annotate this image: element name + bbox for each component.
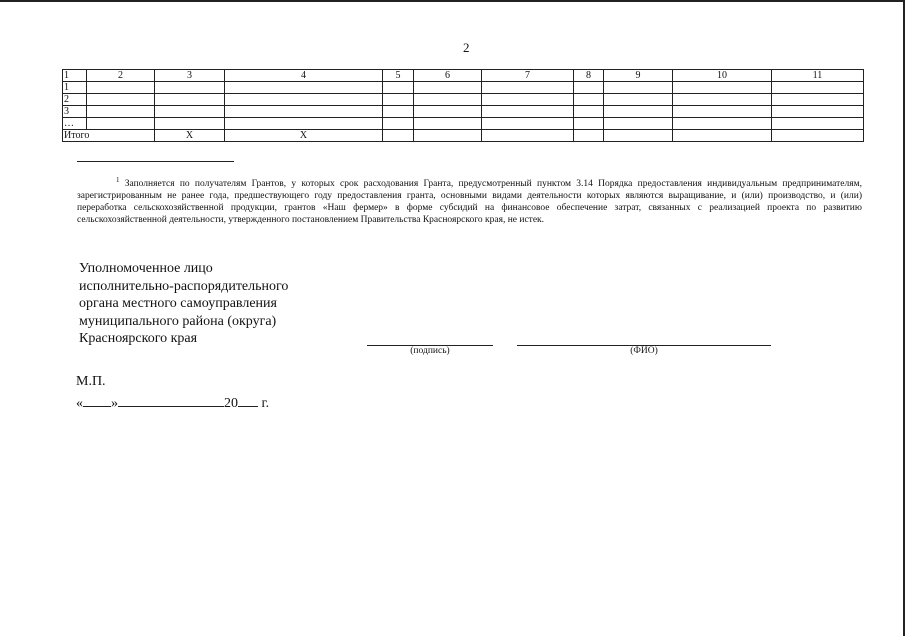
column-header: 8 <box>574 70 604 82</box>
signature-caption: (подпись) <box>410 346 450 356</box>
table-cell: Х <box>155 130 225 142</box>
table-cell <box>225 118 383 130</box>
table-row <box>63 82 864 94</box>
year-suffix: г. <box>261 396 270 411</box>
date-line <box>76 393 269 412</box>
table-cell <box>482 130 574 142</box>
table-cell <box>155 118 225 130</box>
column-header: 11 <box>772 70 864 82</box>
table-cell <box>604 106 673 118</box>
table-cell <box>414 82 482 94</box>
official-title-line: Уполномоченное лицо <box>79 261 213 276</box>
table-cell <box>225 94 383 106</box>
official-title-line: органа местного самоуправления <box>79 296 277 311</box>
row-label-total: Итого <box>63 130 155 142</box>
table-cell <box>383 94 414 106</box>
official-title-line: исполнительно-распорядительного <box>79 278 289 294</box>
name-caption: (ФИО) <box>630 346 658 356</box>
official-title-line: Красноярского края <box>79 331 198 346</box>
table-cell <box>772 118 864 130</box>
table-row <box>63 106 864 118</box>
table-cell <box>482 94 574 106</box>
table-total-row <box>63 130 864 142</box>
table-cell <box>482 82 574 94</box>
table-cell <box>574 82 604 94</box>
table-cell <box>87 82 155 94</box>
row-label: 1 <box>63 82 87 94</box>
column-header: 3 <box>155 70 225 82</box>
table-cell <box>383 118 414 130</box>
column-header: 7 <box>482 70 574 82</box>
column-header: 1 <box>63 70 87 82</box>
table-cell <box>574 130 604 142</box>
table-cell <box>87 106 155 118</box>
day-blank <box>83 393 111 407</box>
table-cell <box>482 106 574 118</box>
row-label: … <box>63 118 87 130</box>
table-cell <box>574 94 604 106</box>
table-row <box>63 94 864 106</box>
footnote-marker: 1 <box>116 176 120 184</box>
table-cell <box>673 82 772 94</box>
table-cell <box>772 130 864 142</box>
table-row <box>63 118 864 130</box>
table-cell <box>772 106 864 118</box>
table-cell <box>383 82 414 94</box>
footnote-separator <box>77 161 234 162</box>
table-cell <box>604 94 673 106</box>
table-cell <box>673 106 772 118</box>
page-number: 2 <box>463 40 470 55</box>
table-cell: Х <box>225 130 383 142</box>
table-cell <box>414 118 482 130</box>
date-open-quote: « <box>76 396 83 411</box>
table-cell <box>225 82 383 94</box>
column-header: 6 <box>414 70 482 82</box>
official-title-line: муниципального района (округа) <box>79 313 277 329</box>
page-border-top <box>0 0 905 2</box>
table-cell <box>87 118 155 130</box>
footnote-text: Заполняется по получателям Грантов, у которых срок расходования Гранта, предусмотренный пунктом 3.14 Порядка предоставления индивидуальным предпринимателям, зарегистрированным не ранее года, предшествующего году предоставления гранта, основными видами деятельности которых являются выращивание, и (или) производство, и (или) переработка сельскохозяйственной продукции, грантов «Наш фермер» в форме субсидий на финансовое обеспечение затрат, связанных с реализацией проекта по развитию сельскохозяйственной деятельности, утвержденного постановлением Правительства Красноярского края, не истек. <box>77 179 862 226</box>
table-cell <box>383 130 414 142</box>
table-cell <box>414 130 482 142</box>
table-cell <box>673 130 772 142</box>
column-header: 4 <box>225 70 383 82</box>
table-cell <box>772 94 864 106</box>
year-blank <box>238 393 258 407</box>
table-cell <box>225 106 383 118</box>
year-prefix: 20 <box>224 396 238 411</box>
column-header: 2 <box>87 70 155 82</box>
date-close-quote: » <box>111 396 118 411</box>
table-cell <box>155 82 225 94</box>
table-cell <box>574 106 604 118</box>
table-cell <box>414 94 482 106</box>
report-table <box>62 69 864 142</box>
table-cell <box>482 118 574 130</box>
table-header-row <box>63 70 864 82</box>
table-cell <box>673 118 772 130</box>
row-label: 3 <box>63 106 87 118</box>
table-cell <box>772 82 864 94</box>
month-blank <box>118 393 224 407</box>
table-cell <box>87 94 155 106</box>
table-cell <box>673 94 772 106</box>
column-header: 9 <box>604 70 673 82</box>
table-cell <box>604 118 673 130</box>
table-cell <box>604 130 673 142</box>
table-cell <box>383 106 414 118</box>
table-cell <box>574 118 604 130</box>
table-cell <box>155 94 225 106</box>
table-cell <box>414 106 482 118</box>
table-cell <box>604 82 673 94</box>
column-header: 5 <box>383 70 414 82</box>
row-label: 2 <box>63 94 87 106</box>
official-title <box>79 260 379 348</box>
column-header: 10 <box>673 70 772 82</box>
stamp-place-label: М.П. <box>76 374 106 389</box>
footnote <box>77 174 862 226</box>
table-cell <box>155 106 225 118</box>
